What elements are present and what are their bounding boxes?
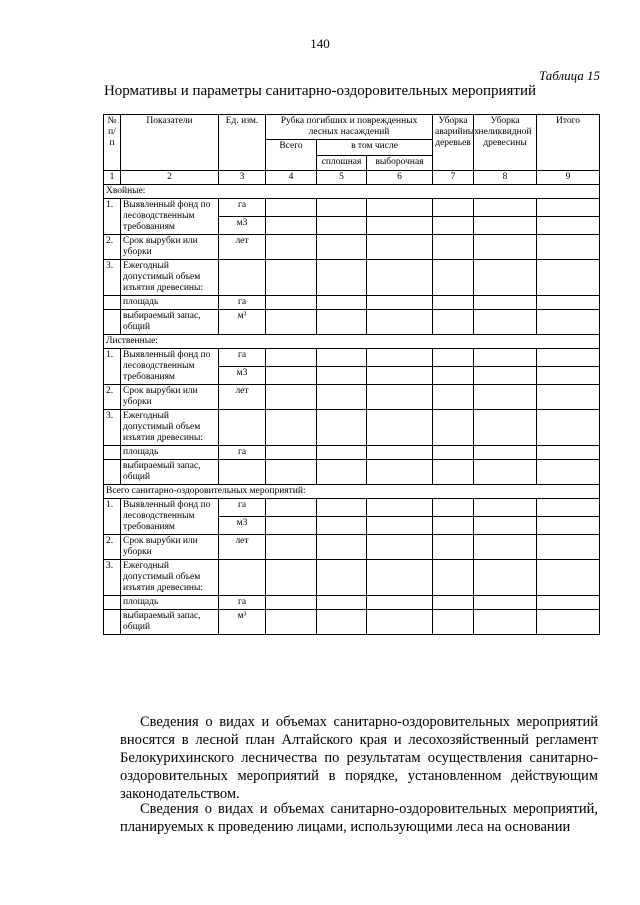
value-cell <box>367 217 433 235</box>
header-clear: сплошная <box>317 155 367 171</box>
table-row <box>104 499 600 517</box>
value-cell <box>433 349 474 367</box>
value-cell <box>474 217 537 235</box>
value-cell <box>474 349 537 367</box>
value-cell <box>474 610 537 635</box>
row-label: площадь <box>121 596 219 610</box>
norms-table <box>103 114 600 635</box>
value-cell <box>474 410 537 446</box>
value-cell <box>537 499 600 517</box>
value-cell <box>367 517 433 535</box>
row-label: выбираемый запас, общий <box>121 310 219 335</box>
value-cell <box>537 410 600 446</box>
value-cell <box>367 349 433 367</box>
value-cell <box>266 410 317 446</box>
row-label: Срок вырубки или уборки <box>121 235 219 260</box>
value-cell <box>433 535 474 560</box>
row-number: 1. <box>104 349 121 385</box>
row-label: Выявленный фонд по лесоводственным требованиям <box>121 499 219 535</box>
value-cell <box>433 217 474 235</box>
paragraph-1-text: Сведения о видах и объемах санитарно-оздоровительных мероприятий вносятся в лесной план Алтайского края и лесохозяйственный регламент Белокурихинского лесничества по результатам осуществления санитарно-оздоровительных мероприятий в порядке, установленном действующим законодательством. <box>120 714 598 802</box>
value-cell <box>317 260 367 296</box>
row-unit: га <box>219 296 266 310</box>
row-unit: лет <box>219 235 266 260</box>
row-number <box>104 310 121 335</box>
value-cell <box>433 367 474 385</box>
value-cell <box>266 385 317 410</box>
table-row <box>104 535 600 560</box>
row-number <box>104 446 121 460</box>
value-cell <box>266 535 317 560</box>
value-cell <box>433 517 474 535</box>
value-cell <box>537 610 600 635</box>
value-cell <box>317 199 367 217</box>
value-cell <box>537 296 600 310</box>
row-unit: га <box>219 596 266 610</box>
value-cell <box>266 596 317 610</box>
value-cell <box>266 217 317 235</box>
row-unit: м3 <box>219 517 266 535</box>
row-unit <box>219 410 266 446</box>
value-cell <box>266 517 317 535</box>
value-cell <box>317 499 367 517</box>
value-cell <box>266 296 317 310</box>
value-cell <box>317 446 367 460</box>
value-cell <box>537 596 600 610</box>
value-cell <box>367 310 433 335</box>
table-row <box>104 310 600 335</box>
section-title: Хвойные: <box>104 185 600 199</box>
value-cell <box>266 260 317 296</box>
row-label: Выявленный фонд по лесоводственным требованиям <box>121 349 219 385</box>
header-total: Всего <box>266 140 317 171</box>
header-indicators: Показатели <box>121 115 219 171</box>
row-number <box>104 610 121 635</box>
header-num: № п/п <box>104 115 121 171</box>
value-cell <box>433 499 474 517</box>
value-cell <box>317 517 367 535</box>
value-cell <box>537 460 600 485</box>
value-cell <box>317 596 367 610</box>
value-cell <box>474 367 537 385</box>
row-label: Ежегодный допустимый объем изъятия древесины: <box>121 560 219 596</box>
value-cell <box>433 460 474 485</box>
section-row <box>104 485 600 499</box>
row-unit: га <box>219 349 266 367</box>
value-cell <box>367 560 433 596</box>
value-cell <box>317 217 367 235</box>
value-cell <box>367 460 433 485</box>
row-unit: га <box>219 199 266 217</box>
header-selective: выборочная <box>367 155 433 171</box>
row-label: Выявленный фонд по лесоводственным требованиям <box>121 199 219 235</box>
value-cell <box>266 349 317 367</box>
value-cell <box>317 610 367 635</box>
column-number: 7 <box>433 171 474 185</box>
value-cell <box>266 367 317 385</box>
column-number: 5 <box>317 171 367 185</box>
value-cell <box>367 385 433 410</box>
value-cell <box>317 385 367 410</box>
table-row <box>104 349 600 367</box>
value-cell <box>317 349 367 367</box>
row-number: 3. <box>104 410 121 446</box>
column-number: 4 <box>266 171 317 185</box>
section-row <box>104 335 600 349</box>
row-number: 3. <box>104 260 121 296</box>
value-cell <box>317 367 367 385</box>
table-row <box>104 446 600 460</box>
row-unit: м³ <box>219 310 266 335</box>
row-label: площадь <box>121 446 219 460</box>
value-cell <box>474 199 537 217</box>
value-cell <box>537 385 600 410</box>
value-cell <box>367 296 433 310</box>
value-cell <box>433 235 474 260</box>
row-label: Срок вырубки или уборки <box>121 385 219 410</box>
table-row <box>104 610 600 635</box>
row-number: 1. <box>104 499 121 535</box>
value-cell <box>367 367 433 385</box>
value-cell <box>367 260 433 296</box>
value-cell <box>474 385 537 410</box>
value-cell <box>266 446 317 460</box>
value-cell <box>537 446 600 460</box>
row-unit: м3 <box>219 367 266 385</box>
value-cell <box>367 446 433 460</box>
value-cell <box>266 235 317 260</box>
section-title: Лиственные: <box>104 335 600 349</box>
value-cell <box>433 296 474 310</box>
value-cell <box>317 460 367 485</box>
page-number: 140 <box>310 36 330 51</box>
table-row <box>104 560 600 596</box>
value-cell <box>433 410 474 446</box>
value-cell <box>537 260 600 296</box>
value-cell <box>537 560 600 596</box>
paragraph-1 <box>120 713 598 803</box>
value-cell <box>367 596 433 610</box>
value-cell <box>266 560 317 596</box>
value-cell <box>474 460 537 485</box>
table-row <box>104 260 600 296</box>
header-illiquid: Уборка неликвидной древесины <box>474 115 537 171</box>
table-row <box>104 460 600 485</box>
value-cell <box>433 199 474 217</box>
section-title: Всего санитарно-оздоровительных мероприятий: <box>104 485 600 499</box>
column-number: 6 <box>367 171 433 185</box>
value-cell <box>367 499 433 517</box>
header-sum: Итого <box>537 115 600 171</box>
row-unit: га <box>219 446 266 460</box>
value-cell <box>474 560 537 596</box>
paragraph-2-text: Сведения о видах и объемах санитарно-оздоровительных мероприятий, планируемых к проведению лицами, использующими леса на основании <box>120 801 598 835</box>
table-row <box>104 199 600 217</box>
column-number: 9 <box>537 171 600 185</box>
row-number: 2. <box>104 235 121 260</box>
value-cell <box>433 310 474 335</box>
row-unit: м³ <box>219 610 266 635</box>
row-number <box>104 596 121 610</box>
row-label: Срок вырубки или уборки <box>121 535 219 560</box>
value-cell <box>433 610 474 635</box>
value-cell <box>433 560 474 596</box>
value-cell <box>537 535 600 560</box>
table-row <box>104 410 600 446</box>
table-row <box>104 296 600 310</box>
value-cell <box>317 310 367 335</box>
row-label: Ежегодный допустимый объем изъятия древесины: <box>121 260 219 296</box>
table-row <box>104 235 600 260</box>
table-label: Таблица 15 <box>538 68 600 83</box>
header-emergency: Уборка аварийных деревьев <box>433 115 474 171</box>
value-cell <box>537 235 600 260</box>
value-cell <box>266 199 317 217</box>
row-label: площадь <box>121 296 219 310</box>
value-cell <box>433 596 474 610</box>
paragraph-2 <box>120 800 598 836</box>
value-cell <box>537 517 600 535</box>
value-cell <box>537 349 600 367</box>
value-cell <box>367 610 433 635</box>
value-cell <box>537 367 600 385</box>
row-number: 1. <box>104 199 121 235</box>
column-number: 1 <box>104 171 121 185</box>
value-cell <box>474 260 537 296</box>
value-cell <box>474 535 537 560</box>
row-label: выбираемый запас, общий <box>121 460 219 485</box>
value-cell <box>367 199 433 217</box>
row-label: выбираемый запас, общий <box>121 610 219 635</box>
row-label: Ежегодный допустимый объем изъятия древесины: <box>121 410 219 446</box>
column-number-row <box>104 171 600 185</box>
column-number: 2 <box>121 171 219 185</box>
header-unit: Ед. изм. <box>219 115 266 171</box>
row-unit: м3 <box>219 217 266 235</box>
row-unit: га <box>219 499 266 517</box>
value-cell <box>537 199 600 217</box>
value-cell <box>317 560 367 596</box>
row-unit: лет <box>219 535 266 560</box>
row-number <box>104 296 121 310</box>
value-cell <box>474 596 537 610</box>
value-cell <box>367 235 433 260</box>
value-cell <box>317 410 367 446</box>
value-cell <box>537 310 600 335</box>
value-cell <box>433 260 474 296</box>
row-number: 2. <box>104 535 121 560</box>
row-unit <box>219 560 266 596</box>
value-cell <box>474 296 537 310</box>
row-number <box>104 460 121 485</box>
value-cell <box>537 217 600 235</box>
value-cell <box>317 535 367 560</box>
row-unit: лет <box>219 385 266 410</box>
value-cell <box>367 535 433 560</box>
row-unit <box>219 460 266 485</box>
row-number: 3. <box>104 560 121 596</box>
value-cell <box>433 385 474 410</box>
value-cell <box>266 499 317 517</box>
value-cell <box>367 410 433 446</box>
table-row <box>104 596 600 610</box>
table-title: Нормативы и параметры санитарно-оздоровительных мероприятий <box>103 83 537 99</box>
value-cell <box>266 310 317 335</box>
header-including: в том числе <box>317 140 433 156</box>
header-felling: Рубка погибших и поврежденных лесных насаждений <box>266 115 433 140</box>
value-cell <box>474 446 537 460</box>
table-row <box>104 385 600 410</box>
value-cell <box>317 235 367 260</box>
value-cell <box>474 499 537 517</box>
value-cell <box>474 517 537 535</box>
value-cell <box>266 610 317 635</box>
value-cell <box>317 296 367 310</box>
value-cell <box>474 235 537 260</box>
value-cell <box>433 446 474 460</box>
row-unit <box>219 260 266 296</box>
column-number: 8 <box>474 171 537 185</box>
row-number: 2. <box>104 385 121 410</box>
value-cell <box>266 460 317 485</box>
value-cell <box>474 310 537 335</box>
section-row <box>104 185 600 199</box>
column-number: 3 <box>219 171 266 185</box>
